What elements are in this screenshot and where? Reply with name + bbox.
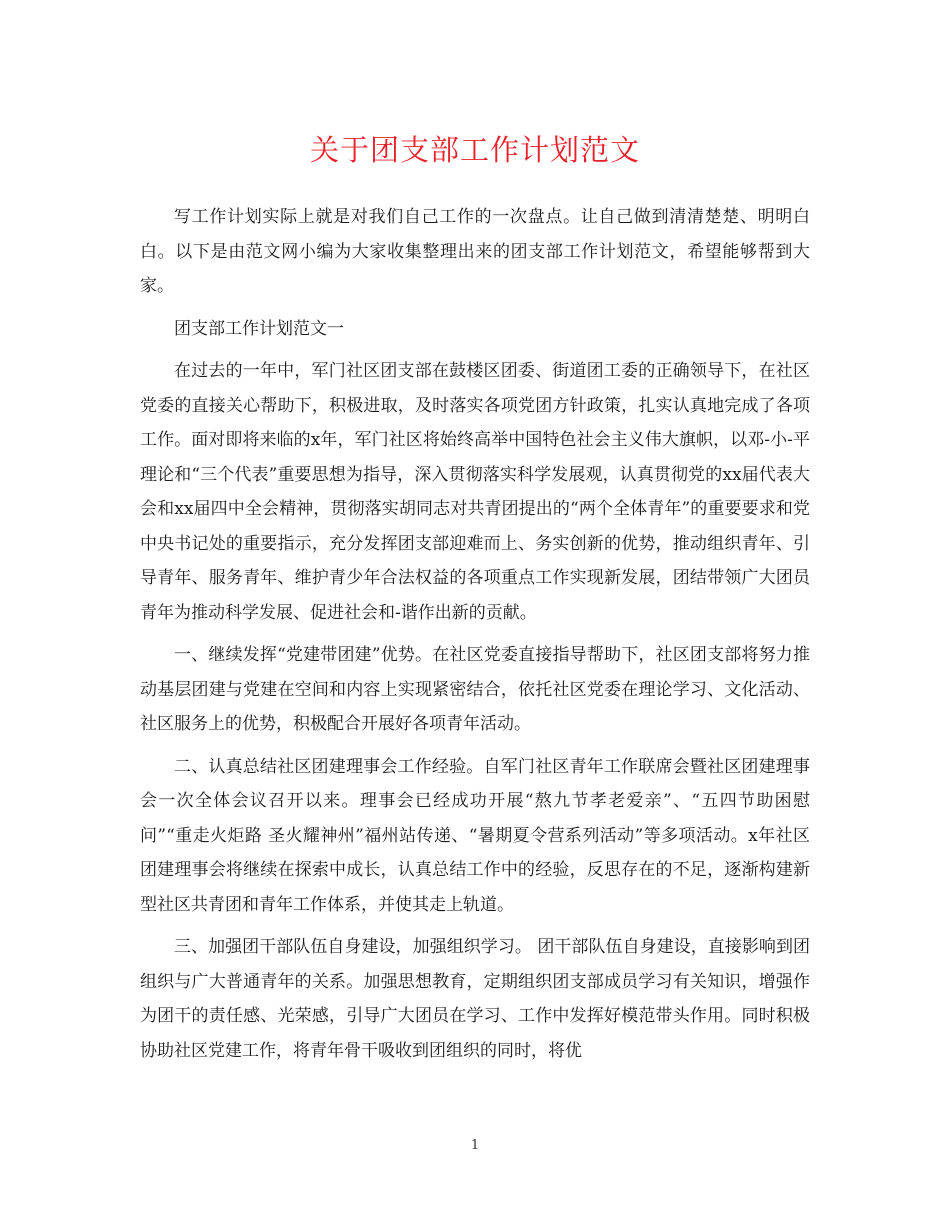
- paragraph-point-3: 三、加强团干部队伍自身建设，加强组织学习。 团干部队伍自身建设，直接影响到团组织与广大普通青年的关系。加强思想教育，定期组织团支部成员学习有关知识，增强作为团干的责任感、光荣感，引导广大团员在学习、工作中发挥好模范带头作用。同时积极协助社区党建工作，将青年骨干吸收到团组织的同时，将优: [140, 937, 810, 1061]
- paragraph-point-1: 一、继续发挥“党建带团建”优势。在社区党委直接指导帮助下，社区团支部将努力推动基层团建与党建在空间和内容上实现紧密结合，依托社区党委在理论学习、文化活动、社区服务上的优势，积极配合开展好各项青年活动。: [140, 645, 810, 734]
- document-body: [140, 200, 810, 1076]
- page-number: 1: [470, 1138, 480, 1153]
- document-title: 关于团支部工作计划范文: [309, 133, 640, 167]
- paragraph-intro: 写工作计划实际上就是对我们自己工作的一次盘点。让自己做到清清楚楚、明明白白。以下是由范文网小编为大家收集整理出来的团支部工作计划范文，希望能够帮到大家。: [140, 207, 810, 296]
- paragraph-overview: 在过去的一年中，军门社区团支部在鼓楼区团委、街道团工委的正确领导下，在社区党委的直接关心帮助下，积极进取，及时落实各项党团方针政策，扎实认真地完成了各项工作。面对即将来临的x年，军门社区将始终高举中国特色社会主义伟大旗帜，以邓-小-平理论和“三个代表”重要思想为指导，深入贯彻落实科学发展观，认真贯彻党的xx届代表大会和xx届四中全会精神，贯彻落实胡同志对共青团提出的“两个全体青年”的重要要求和党中央书记处的重要指示，充分发挥团支部迎难而上、务实创新的优势，推动组织青年、引导青年、服务青年、维护青少年合法权益的各项重点工作实现新发展，团结带领广大团员青年为推动科学发展、促进社会和-谐作出新的贡献。: [140, 361, 810, 623]
- paragraph-point-2: 二、认真总结社区团建理事会工作经验。自军门社区青年工作联席会暨社区团建理事会一次全体会议召开以来。理事会已经成功开展“熬九节孝老爱亲”、“五四节助困慰问”“重走火炬路 圣火耀神州”福州站传递、“暑期夏令营系列活动”等多项活动。x年社区团建理事会将继续在探索中成长，认真总结工作中的经验，反思存在的不足，逐渐构建新型社区共青团和青年工作体系，并使其走上轨道。: [140, 756, 810, 915]
- section-heading: 团支部工作计划范文一: [174, 318, 344, 339]
